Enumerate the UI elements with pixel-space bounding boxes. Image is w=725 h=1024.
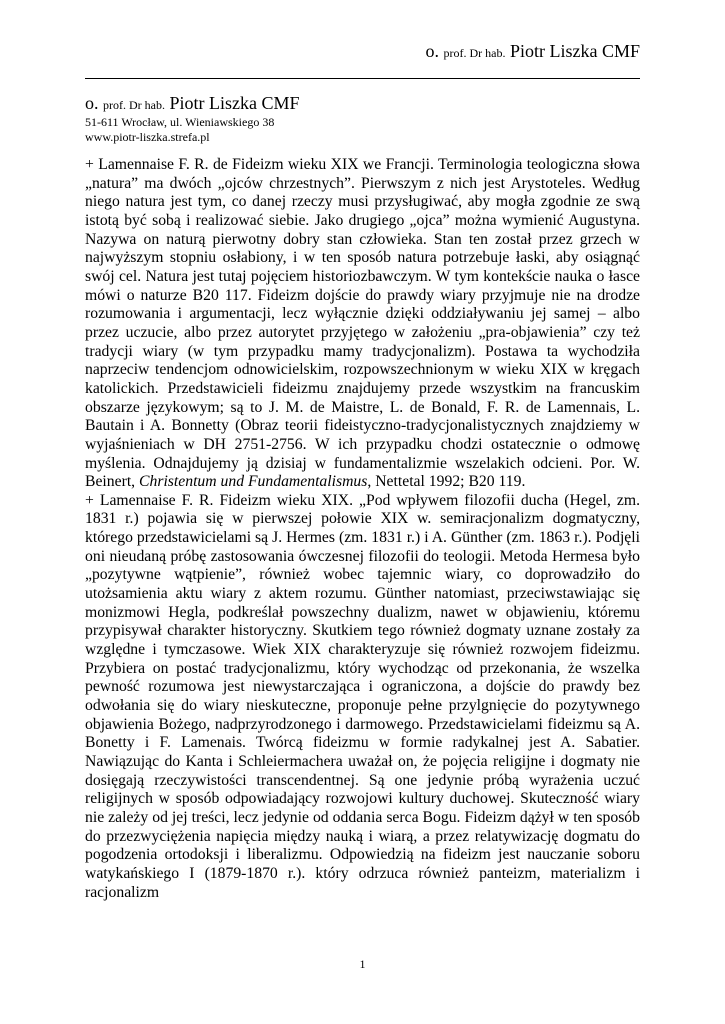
header-divider (85, 78, 640, 79)
author-name: Piotr Liszka CMF (169, 93, 300, 113)
paragraph-1 (85, 156, 640, 492)
document-body (85, 156, 640, 902)
author-website: www.piotr-liszka.strefa.pl (85, 130, 210, 144)
paragraph-2: + Lamennaise F. R. Fideizm wieku XIX. „Pod wpływem filozofii ducha (Hegel, zm. 1831 r.) pojawia się w pierwszej połowie XIX w. semiracjonalizm dogmatyczny, którego przedstawicielami są J. Hermes (zm. 1831 r.) i A. Günther (zm. 1863 r.). Podjęli oni nieudaną próbę zastosowania ówczesnej filozofii do teologii. Metoda Hermesa było „pozytywne wątpienie”, również wobec tajemnic wiary, co doprowadziło do utożsamienia aktu wiary z aktem rozumu. Günther natomiast, przeciwstawiając się monizmowi Hegla, podkreślał powszechny dualizm, nawet w objawieniu, któremu przypisywał charakter historyczny. Skutkiem tego również dogmaty uznane zostały za względne i tymczasowe. Wiek XIX charakteryzuje się również rozwojem fideizmu. Przybiera on postać tradycjonalizmu, który wychodząc od przekonania, że wszelka pewność rozumowa jest niewystarczająca i ograniczona, a dojście do prawdy bez odwołania się do wiary nieskuteczne, proponuje pełne przylgnięcie do pozytywnego objawienia Bożego, nadprzyrodzonego i darmowego. Przedstawicielami fideizmu są A. Bonetty i F. Lamenais. Twórcą fideizmu w formie radykalnej jest A. Sabatier. Nawiązując do Kanta i Schleiermachera uważał on, że pojęcia religijne i dogmaty nie dosięgają rzeczywistości transcendentnej. Są one jedynie próbą wyrażenia uczuć religijnych w sposób odpowiadający rozwojowi kultury duchowej. Skuteczność wiary nie zależy od jej treści, lecz jedynie od oddania serca Bogu. Fideizm dążył w ten sposób do przezwyciężenia napięcia między nauką i wiarą, a przez relatywizację dogmatu do pogodzenia ortodoksji i liberalizmu. Odpowiedzią na fideizm jest nauczanie soboru watykańskiego I (1879-1870 r.). który odrzuca również panteizm, materializm i racjonalizm (85, 491, 640, 901)
header-prefix: o. (425, 41, 439, 61)
author-street: 51-611 Wrocław, ul. Wieniawskiego 38 (85, 115, 275, 129)
page-number: 1 (359, 957, 366, 971)
paragraph-1-book-title: Christentum und Fundamentalismus (139, 473, 368, 491)
paragraph-1-text: + Lamennaise F. R. de Fideizm wieku XIX we Francji. Terminologia teologiczna słowa „natura” ma dwóch „ojców chrzestnych”. Pierwszym z nich jest Arystoteles. Według niego natura jest tym, co danej rzeczy musi przysługiwać, aby mogła zgodnie ze swą istotą być sobą i realizować siebie. Jako drugiego „ojca” można wymienić Augustyna. Nazywa on naturą pierwotny dobry stan człowieka. Stan ten został przez grzech w najwyższym stopniu osłabiony, i w ten sposób natura potrzebuje łaski, aby osiągnąć swój cel. Natura jest tutaj pojęciem historiozbawczym. W tym kontekście nauka o łasce mówi o naturze B20 117. Fideizm dojście do prawdy wiary przyjmuje nie na drodze rozumowania i argumentacji, lecz wyłącznie dzięki oddziaływaniu jej samej – albo przez uczucie, albo przez autorytet przyjętego w założeniu „pra-objawienia” czy też tradycji wiary (w tym przypadku mamy tradycjonalizm). Postawa ta wychodziła naprzeciw tendencjom odnowicielskim, rozpowszechnionym w wieku XIX w kręgach katolickich. Przedstawicieli fideizmu znajdujemy przede wszystkim na francuskim obszarze językowym; są to J. M. de Maistre, L. de Bonald, F. R. de Lamennais, L. Bautain i A. Bonnetty (Obraz teorii fideistyczno-tradycjonalistycznych znajdziemy w wyjaśnieniach w DH 2751-2756. W ich przypadku chodzi ostatecznie o odmowę myślenia. Odnajdujemy ją dzisiaj w fundamentalizmie wszelakich odcieni. Por. W. Beinert, (85, 156, 640, 491)
paragraph-1-citation: , Nettetal 1992; B20 119. (367, 473, 526, 491)
page-header (85, 40, 640, 64)
author-title: prof. Dr hab. (103, 98, 165, 112)
header-title: prof. Dr hab. (443, 46, 506, 60)
author-address-block (85, 93, 640, 145)
author-name-line (85, 93, 640, 115)
author-prefix: o. (85, 93, 99, 113)
header-author-name: Piotr Liszka CMF (509, 41, 640, 61)
